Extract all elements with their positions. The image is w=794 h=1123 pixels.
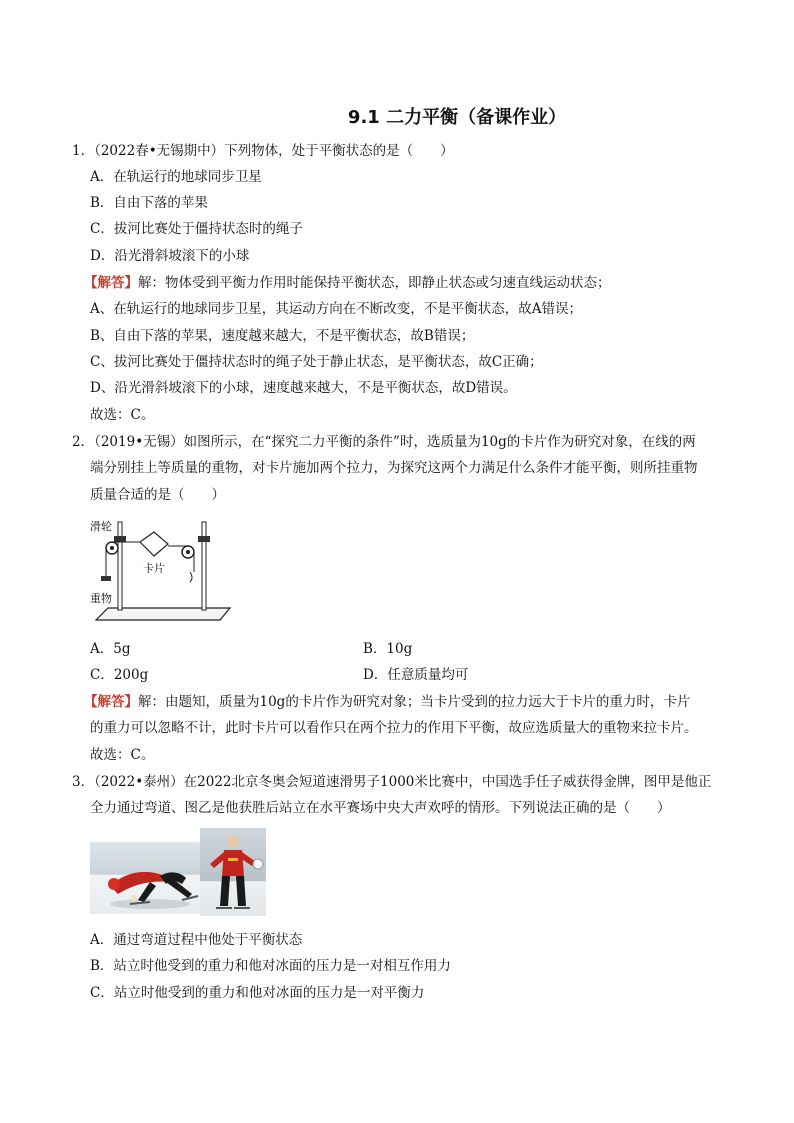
q2-stem-line-2: 质量合适的是（ ） [90, 487, 225, 503]
q1-answer-line-3: C、拔河比赛处于僵持状态时的绳子处于静止状态，是平衡状态，故C正确； [90, 354, 543, 370]
q3-stem-line-1: 全力通过弯道、图乙是他获胜后站立在水平赛场中央大声欢呼的情形。下列说法正确的是（ ） [90, 800, 671, 816]
q1-answer-line-0 [84, 273, 611, 293]
q2-answer-text: 解：由题知，质量为10g的卡片作为研究对象；当卡片受到的拉力远大于卡片的重力时，卡片 [138, 694, 691, 710]
q2-stem-line-1: 端分别挂上等质量的重物，对卡片施加两个拉力，为探究这两个力满足什么条件才能平衡，则所挂重物 [90, 460, 698, 476]
q2-option-b: B．10g [363, 641, 413, 657]
right-clamp [198, 536, 210, 542]
q1-option-a: A．在轨运行的地球同步卫星 [90, 169, 262, 185]
q1-answer-line-2: B、自由下落的苹果，速度越来越大，不是平衡状态，故B错误； [90, 328, 475, 344]
q1-option-c: C．拔河比赛处于僵持状态时的绳子 [90, 221, 303, 237]
q3-stem-line-0: 3．（2022•泰州）在2022北京冬奥会短道速滑男子1000米比赛中，中国选手任子威获得金牌，图甲是他正 [72, 774, 712, 790]
q1-stem: 1．（2022春•无锡期中）下列物体，处于平衡状态的是（ ） [72, 143, 454, 159]
skater-cornering-photo [90, 842, 200, 914]
page-title: 9.1 二力平衡（备课作业） [347, 107, 567, 128]
q1-option-d: D．沿光滑斜坡滚下的小球 [90, 248, 250, 264]
q2-answer-tag: 【解答】 [84, 694, 138, 710]
q1-answer-tag: 【解答】 [84, 275, 138, 291]
label-weight: 重物 [90, 592, 112, 605]
q3-option-a: A．通过弯道过程中他处于平衡状态 [90, 932, 303, 948]
right-pole [202, 522, 206, 610]
q2-answer-line-1: 的重力可以忽略不计，此时卡片可以看作只在两个拉力的作用下平衡，故应选质量大的重物来拉卡片。 [90, 720, 698, 736]
apparatus-figure [88, 516, 238, 628]
left-clamp [114, 536, 126, 542]
q3-option-b: B．站立时他受到的重力和他对冰面的压力是一对相互作用力 [90, 958, 451, 974]
q2-option-c: C．200g [90, 667, 149, 683]
q2-answer-line-2: 故选：C。 [90, 747, 155, 763]
q1-option-b: B．自由下落的苹果 [90, 195, 208, 211]
skater-cheering-photo [200, 828, 266, 916]
q2-stem-line-0: 2．（2019•无锡）如图所示，在“探究二力平衡的条件”时，选质量为10g的卡片作为研究对象，在线的两 [72, 434, 696, 450]
left-pole [118, 522, 122, 610]
q2-option-a: A．5g [90, 641, 131, 657]
q3-option-c: C．站立时他受到的重力和他对冰面的压力是一对平衡力 [90, 985, 425, 1001]
q1-answer-line-4: D、沿光滑斜坡滚下的小球，速度越来越大，不是平衡状态，故D错误。 [90, 380, 517, 396]
card-shape [140, 532, 168, 556]
label-card: 卡片 [143, 562, 165, 575]
q1-answer-line-1: A、在轨运行的地球同步卫星，其运动方向在不断改变，不是平衡状态，故A错误； [90, 301, 582, 317]
q2-option-d: D．任意质量均可 [363, 667, 469, 683]
q2-answer-line-0 [84, 692, 690, 712]
left-weight [101, 576, 111, 581]
q1-answer-line-5: 故选：C。 [90, 407, 155, 423]
base-board [96, 608, 230, 620]
q1-answer-text: 解：物体受到平衡力作用时能保持平衡状态，即静止状态或匀速直线运动状态； [138, 275, 611, 291]
label-pulley: 滑轮 [90, 520, 112, 533]
